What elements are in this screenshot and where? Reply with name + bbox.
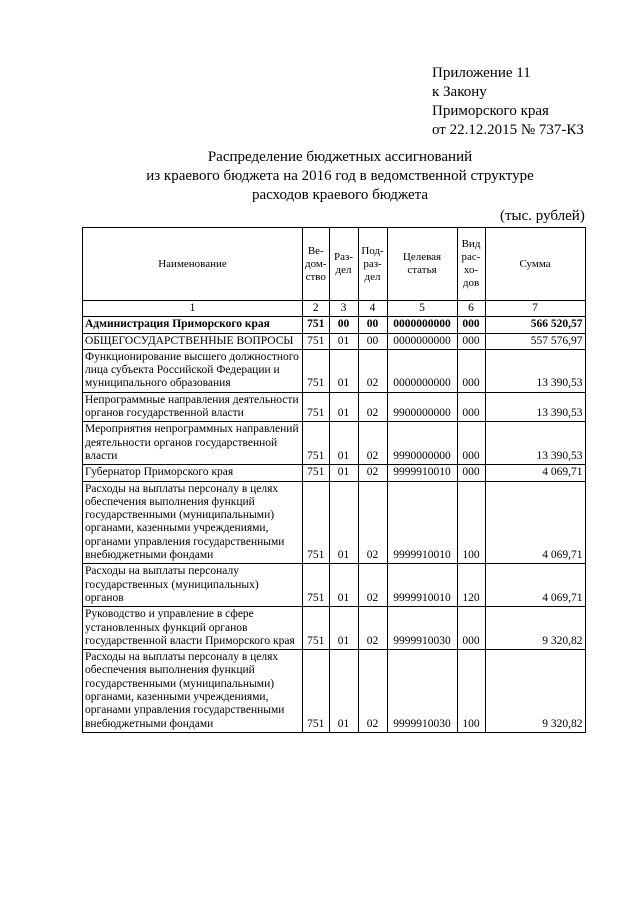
row-section-cell: 01	[329, 564, 358, 607]
row-sum-cell: 13 390,53	[485, 392, 585, 422]
header-subsection: Под-раз-дел	[358, 228, 387, 301]
row-name-cell: Расходы на выплаты персоналу в целях обеспечения выполнения функций государственными (муниципальными) органами, казенными учреждениями, органами управления государственными внебюджетными фондами	[83, 650, 303, 733]
column-number: 1	[83, 301, 303, 317]
row-name-cell: Расходы на выплаты персоналу в целях обеспечения выполнения функций государственными (муниципальными) органами, казенными учреждениями, органами управления государственными внебюджетными фондами	[83, 481, 303, 564]
row-subsection-cell: 02	[358, 349, 387, 392]
column-number: 4	[358, 301, 387, 317]
row-dept-cell: 751	[303, 392, 330, 422]
row-type-cell: 000	[457, 392, 485, 422]
row-section-cell: 01	[329, 465, 358, 481]
row-section-cell: 00	[329, 317, 358, 333]
row-dept-cell: 751	[303, 564, 330, 607]
row-subsection-cell: 02	[358, 422, 387, 465]
row-article-cell: 9999910030	[387, 607, 457, 650]
row-subsection-cell: 00	[358, 333, 387, 349]
table-row	[83, 349, 586, 392]
title-line: Распределение бюджетных ассигнований	[207, 149, 473, 165]
row-section-cell: 01	[329, 607, 358, 650]
header-article: Целевая статья	[387, 228, 457, 301]
row-name-cell: Непрограммные направления деятельности органов государственной власти	[83, 392, 303, 422]
column-number: 2	[303, 301, 330, 317]
table-row	[83, 333, 586, 349]
row-dept-cell: 751	[303, 481, 330, 564]
row-name-cell: Губернатор Приморского края	[83, 465, 303, 481]
header-type: Вид рас-хо-дов	[457, 228, 485, 301]
row-article-cell: 9999910030	[387, 650, 457, 733]
table-row	[83, 465, 586, 481]
row-sum-cell: 9 320,82	[485, 650, 585, 733]
table-row	[83, 481, 586, 564]
row-subsection-cell: 02	[358, 607, 387, 650]
row-sum-cell: 4 069,71	[485, 481, 585, 564]
row-name-cell: ОБЩЕГОСУДАРСТВЕННЫЕ ВОПРОСЫ	[83, 333, 303, 349]
row-section-cell: 01	[329, 650, 358, 733]
row-subsection-cell: 00	[358, 317, 387, 333]
units-label: (тыс. рублей)	[500, 208, 585, 224]
title-line: из краевого бюджета на 2016 год в ведомственной структуре	[146, 168, 534, 184]
row-name-cell: Расходы на выплаты персоналу государственных (муниципальных) органов	[83, 564, 303, 607]
row-dept-cell: 751	[303, 333, 330, 349]
row-name-cell: Функционирование высшего должностного лица субъекта Российской Федерации и муниципального образования	[83, 349, 303, 392]
table-row	[83, 607, 586, 650]
header-dept: Ве-дом-ство	[303, 228, 330, 301]
row-type-cell: 000	[457, 607, 485, 650]
row-subsection-cell: 02	[358, 392, 387, 422]
row-sum-cell: 13 390,53	[485, 349, 585, 392]
row-sum-cell: 557 576,97	[485, 333, 585, 349]
document-title	[80, 148, 600, 205]
row-sum-cell: 566 520,57	[485, 317, 585, 333]
row-sum-cell: 9 320,82	[485, 607, 585, 650]
appendix-line: Приморского края	[432, 103, 549, 119]
row-subsection-cell: 02	[358, 564, 387, 607]
row-article-cell: 0000000000	[387, 349, 457, 392]
row-subsection-cell: 02	[358, 650, 387, 733]
appendix-line: от 22.12.2015 № 737-КЗ	[432, 122, 584, 138]
row-article-cell: 9999910010	[387, 481, 457, 564]
row-dept-cell: 751	[303, 607, 330, 650]
row-article-cell: 9990000000	[387, 422, 457, 465]
row-article-cell: 9999910010	[387, 465, 457, 481]
row-section-cell: 01	[329, 392, 358, 422]
table-row	[83, 564, 586, 607]
row-name-cell: Мероприятия непрограммных направлений деятельности органов государственной власти	[83, 422, 303, 465]
row-article-cell: 9999910010	[387, 564, 457, 607]
row-name-cell: Администрация Приморского края	[83, 317, 303, 333]
row-section-cell: 01	[329, 333, 358, 349]
row-type-cell: 100	[457, 650, 485, 733]
row-section-cell: 01	[329, 481, 358, 564]
table-row	[83, 422, 586, 465]
column-number: 3	[329, 301, 358, 317]
row-dept-cell: 751	[303, 422, 330, 465]
row-type-cell: 000	[457, 422, 485, 465]
column-number-row	[83, 301, 586, 317]
header-section: Раз-дел	[329, 228, 358, 301]
header-sum: Сумма	[485, 228, 585, 301]
row-type-cell: 000	[457, 465, 485, 481]
column-number: 7	[485, 301, 585, 317]
row-dept-cell: 751	[303, 650, 330, 733]
row-sum-cell: 4 069,71	[485, 564, 585, 607]
row-dept-cell: 751	[303, 465, 330, 481]
row-article-cell: 0000000000	[387, 317, 457, 333]
row-subsection-cell: 02	[358, 465, 387, 481]
table-row	[83, 392, 586, 422]
table-row	[83, 650, 586, 733]
row-subsection-cell: 02	[358, 481, 387, 564]
row-section-cell: 01	[329, 349, 358, 392]
header-name: Наименование	[83, 228, 303, 301]
row-name-cell: Руководство и управление в сфере установленных функций органов государственной власти Приморского края	[83, 607, 303, 650]
row-dept-cell: 751	[303, 349, 330, 392]
appendix-block	[432, 64, 584, 140]
row-sum-cell: 4 069,71	[485, 465, 585, 481]
column-number: 6	[457, 301, 485, 317]
row-type-cell: 100	[457, 481, 485, 564]
title-line: расходов краевого бюджета	[251, 187, 429, 203]
row-type-cell: 000	[457, 317, 485, 333]
appendix-line: Приложение 11	[432, 65, 531, 81]
row-type-cell: 000	[457, 349, 485, 392]
row-section-cell: 01	[329, 422, 358, 465]
row-article-cell: 0000000000	[387, 333, 457, 349]
appendix-line: к Закону	[432, 84, 487, 100]
row-article-cell: 9900000000	[387, 392, 457, 422]
row-type-cell: 000	[457, 333, 485, 349]
row-type-cell: 120	[457, 564, 485, 607]
column-number: 5	[387, 301, 457, 317]
budget-table	[82, 227, 586, 733]
row-dept-cell: 751	[303, 317, 330, 333]
row-sum-cell: 13 390,53	[485, 422, 585, 465]
header-row	[83, 228, 586, 301]
table-row	[83, 317, 586, 333]
